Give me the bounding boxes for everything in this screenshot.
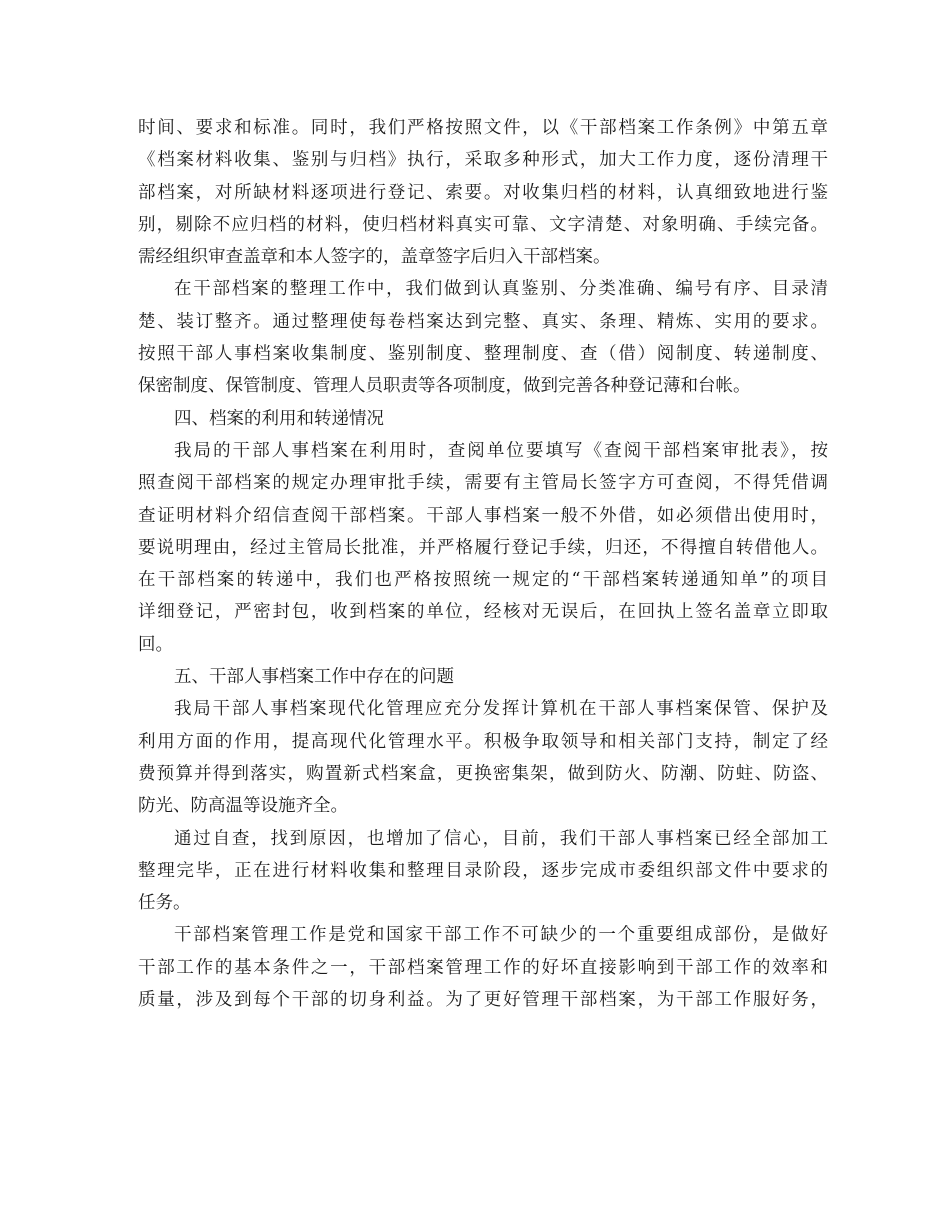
text-line: 在干部档案的整理工作中，我们做到认真鉴别、分类准确、编号有序、目录清 bbox=[174, 279, 828, 300]
text-line: 按照干部人事档案收集制度、鉴别制度、整理制度、查（借）阅制度、转递制度、 bbox=[138, 344, 828, 365]
text-line: 详细登记，严密封包，收到档案的单位，经核对无误后，在回执上签名盖章立即取 bbox=[138, 602, 828, 623]
text-line: 别，剔除不应归档的材料，使归档材料真实可靠、文字清楚、对象明确、手续完备。 bbox=[138, 214, 828, 235]
text-line: 时间、要求和标准。同时，我们严格按照文件，以《干部档案工作条例》中第五章 bbox=[138, 118, 828, 138]
text-line: 需经组织审查盖章和本人签字的，盖章签字后归入干部档案。 bbox=[138, 247, 611, 268]
text-line: 部档案，对所缺材料逐项进行登记、索要。对收集归档的材料，认真细致地进行鉴 bbox=[138, 182, 828, 203]
text-line: 利用方面的作用，提高现代化管理水平。积极争取领导和相关部门支持，制定了经 bbox=[138, 731, 828, 752]
text-line: 保密制度、保管制度、管理人员职责等各项制度，做到完善各种登记薄和台帐。 bbox=[138, 376, 751, 397]
text-line: 整理完毕，正在进行材料收集和整理目录阶段，逐步完成市委组织部文件中要求的 bbox=[138, 860, 828, 881]
text-line: 楚、装订整齐。通过整理使每卷档案达到完整、真实、条理、精炼、实用的要求。 bbox=[138, 311, 828, 332]
text-line: 通过自查，找到原因，也增加了信心，目前，我们干部人事档案已经全部加工 bbox=[174, 828, 828, 849]
text-line: 干部工作的基本条件之一，干部档案管理工作的好坏直接影响到干部工作的效率和 bbox=[138, 957, 828, 978]
text-line: 任务。 bbox=[138, 893, 191, 914]
text-line: 四、档案的利用和转递情况 bbox=[174, 408, 384, 429]
text-line: 五、干部人事档案工作中存在的问题 bbox=[174, 667, 454, 688]
text-line: 我局的干部人事档案在利用时，查阅单位要填写《查阅干部档案审批表》，按 bbox=[174, 440, 828, 461]
text-line: 质量，涉及到每个干部的切身利益。为了更好管理干部档案，为干部工作服好务， bbox=[138, 990, 828, 1011]
text-line: 在干部档案的转递中，我们也严格按照统一规定的“干部档案转递通知单”的项目 bbox=[138, 570, 828, 591]
text-line: 查证明材料介绍信查阅干部档案。干部人事档案一般不外借，如必须借出使用时， bbox=[138, 505, 828, 526]
text-line: 照查阅干部档案的规定办理审批手续，需要有主管局长签字方可查阅，不得凭借调 bbox=[138, 473, 828, 494]
text-line: 要说明理由，经过主管局长批准，并严格履行登记手续，归还，不得擅自转借他人。 bbox=[138, 537, 828, 558]
text-line: 防光、防高温等设施齐全。 bbox=[138, 796, 348, 817]
document-body bbox=[138, 112, 828, 1016]
text-line: 干部档案管理工作是党和国家干部工作不可缺少的一个重要组成部份，是做好 bbox=[174, 925, 828, 946]
text-line: 费预算并得到落实，购置新式档案盒，更换密集架，做到防火、防潮、防蛀、防盗、 bbox=[138, 763, 828, 784]
text-line: 《档案材料收集、鉴别与归档》执行，采取多种形式，加大工作力度，逐份清理干 bbox=[138, 150, 828, 171]
text-line: 回。 bbox=[138, 634, 173, 655]
text-line: 我局干部人事档案现代化管理应充分发挥计算机在干部人事档案保管、保护及 bbox=[174, 699, 828, 720]
